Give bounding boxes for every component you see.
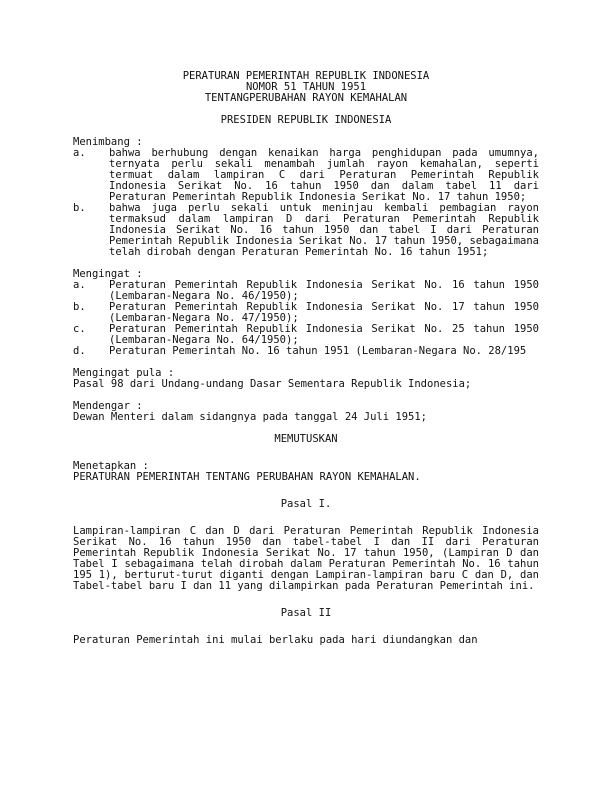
pasal-1-title: Pasal I. <box>280 498 332 510</box>
mengingat-pula-section <box>73 368 539 390</box>
mengingat-section <box>73 269 539 357</box>
item-label: c. <box>73 323 86 335</box>
item-text: Peraturan Pemerintah Republik Indonesia Serikat No. 16 tahun 1950 (Lembaran-Negara No. 46/1950); <box>109 279 539 302</box>
list-item <box>73 302 539 324</box>
item-label: a. <box>73 279 86 291</box>
item-text: Peraturan Pemerintah Republik Indonesia Serikat No. 25 tahun 1950 (Lembaran-Negara No. 64/1950); <box>109 323 539 346</box>
list-item <box>73 280 539 302</box>
menimbang-section <box>73 137 539 258</box>
list-item <box>73 346 539 357</box>
mendengar-heading: Mendengar : <box>73 400 143 412</box>
menetapkan-section <box>73 461 539 483</box>
mendengar-text: Dewan Menteri dalam sidangnya pada tanggal 24 Juli 1951; <box>73 411 428 423</box>
item-text: bahwa berhubung dengan kenaikan harga penghidupan pada umumnya, ternyata perlu sekali menambah jumlah rayon kemahalan, seperti termuat dalam lampiran C dari Peraturan Pemerintah Republik Indonesia Serikat No. 16 tahun 1950 dan dalam tabel 11 dari Peraturan Pemerintah Republik Indonesia Serikat No. 17 tahun 1950; <box>109 147 539 203</box>
mengingat-pula-text: Pasal 98 dari Undang-undang Dasar Sementara Republik Indonesia; <box>73 378 472 390</box>
list-item <box>73 203 539 258</box>
list-item <box>73 324 539 346</box>
item-text: bahwa juga perlu sekali untuk meninjau kembali pembagian rayon termaksud dalam lampiran D dari Peraturan Pemerintah Republik Indonesia Serikat No. 16 tahun 1950 dan tabel I dari Peraturan Pemerintah Republik Indonesia Serikat No. 17 tahun 1950, sebagaimana telah dirobah dengan Peraturan Pemerintah No. 16 tahun 1951; <box>109 202 539 258</box>
document-header <box>73 71 539 104</box>
pasal-2-title: Pasal II <box>280 607 332 619</box>
item-label: d. <box>73 345 86 357</box>
item-label: b. <box>73 301 86 313</box>
item-label: a. <box>73 147 86 159</box>
president-heading: PRESIDEN REPUBLIK INDONESIA <box>220 114 392 126</box>
menimbang-heading: Menimbang : <box>73 136 143 148</box>
mengingat-pula-heading: Mengingat pula : <box>73 367 175 379</box>
regulation-title: PERATURAN PEMERINTAH REPUBLIK INDONESIA <box>182 70 430 82</box>
menetapkan-heading: Menetapkan : <box>73 460 149 472</box>
mengingat-heading: Mengingat : <box>73 268 143 280</box>
regulation-number: NOMOR 51 TAHUN 1951 <box>245 81 367 93</box>
item-text: Peraturan Pemerintah No. 16 tahun 1951 (Lembaran-Negara No. 28/195 <box>109 345 527 357</box>
regulation-subject: TENTANGPERUBAHAN RAYON KEMAHALAN <box>204 92 408 104</box>
item-text: Peraturan Pemerintah Republik Indonesia Serikat No. 17 tahun 1950 (Lembaran-Negara No. 47/1950); <box>109 301 539 324</box>
menetapkan-text: PERATURAN PEMERINTAH TENTANG PERUBAHAN RAYON KEMAHALAN. <box>73 471 421 483</box>
mendengar-section <box>73 401 539 423</box>
memutuskan-heading: MEMUTUSKAN <box>274 433 338 445</box>
list-item <box>73 148 539 203</box>
pasal-1-text: Lampiran-lampiran C dan D dari Peraturan Pemerintah Republik Indonesia Serikat No. 16 tahun 1950 dan tabel-tabel I dan II dari Peraturan Pemerintah Republik Indonesia Serikat No. 17 tahun 1950, (Lampiran D dan Tabel I sebagaimana telah dirobah dalam Peraturan Pemerintah No. 16 tahun 195 1), berturut-turut diganti dengan Lampiran-lampiran baru C dan D, dan Tabel-tabel baru I dan 11 yang dilampirkan pada Peraturan Pemerintah ini. <box>73 525 539 592</box>
pasal-2-text: Peraturan Pemerintah ini mulai berlaku pada hari diundangkan dan <box>73 634 478 646</box>
document-page <box>73 71 539 646</box>
item-label: b. <box>73 202 86 214</box>
